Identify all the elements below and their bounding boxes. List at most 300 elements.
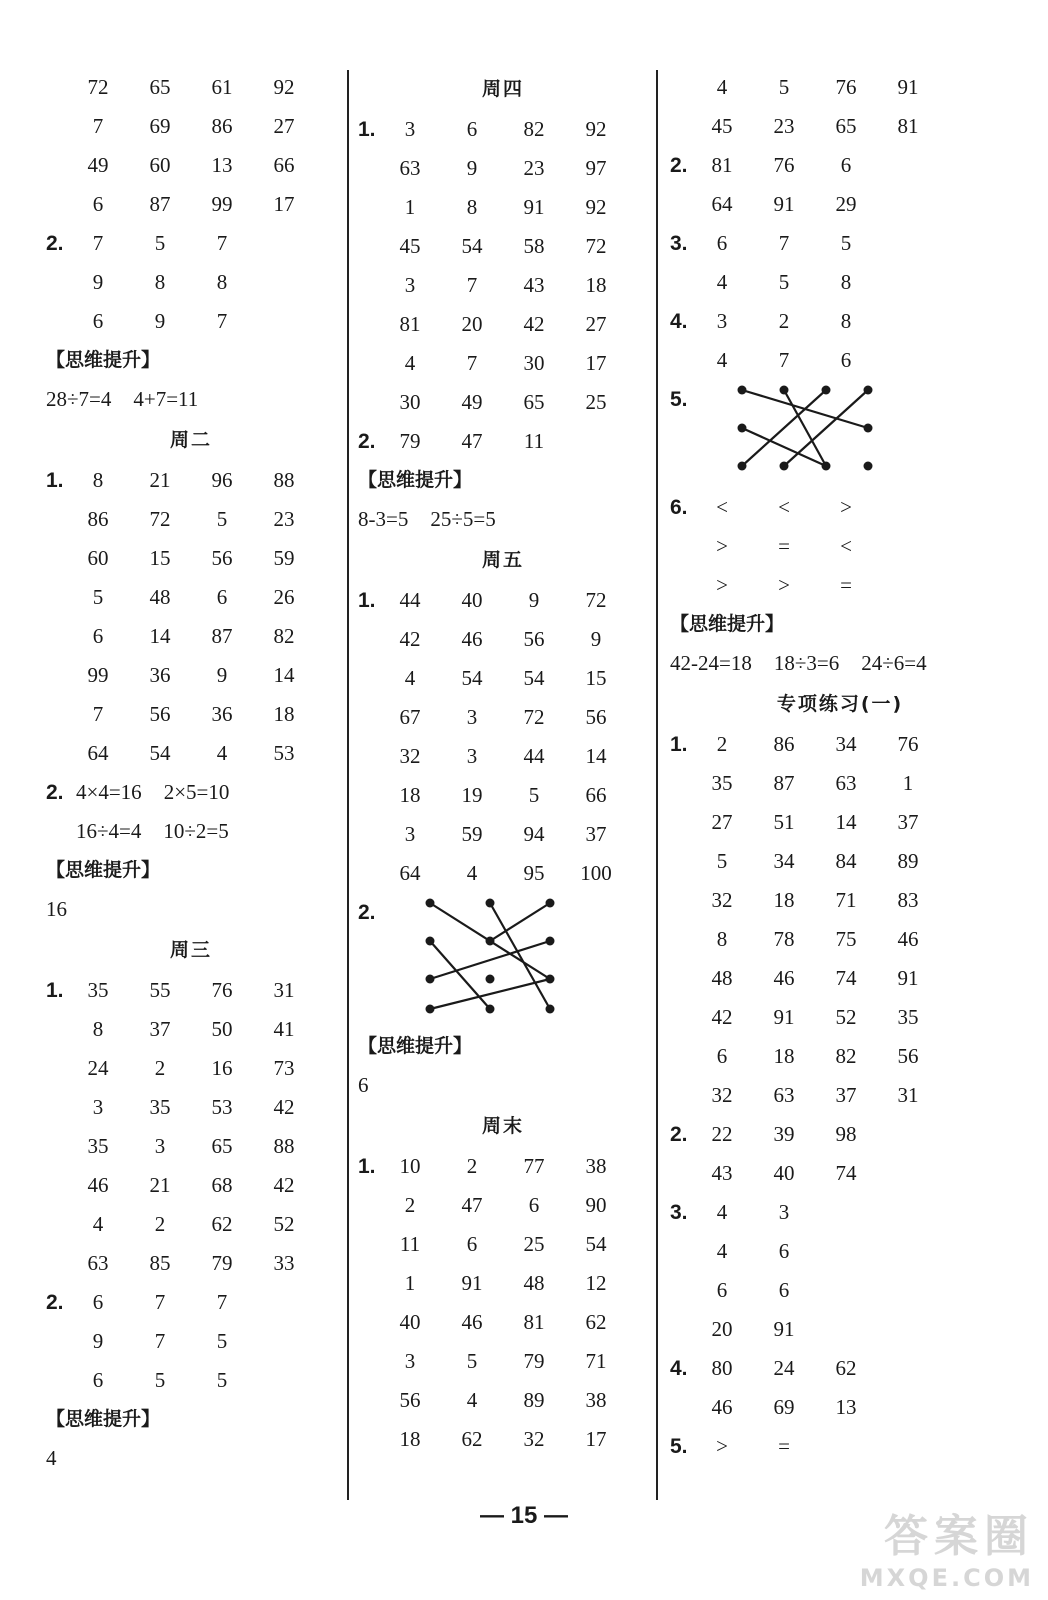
answer-cell: 100	[580, 861, 612, 885]
answer-row	[358, 266, 648, 305]
answer-cell: 53	[273, 741, 295, 765]
connecting-line	[742, 390, 826, 466]
answer-cell: 43	[523, 273, 545, 297]
connection-dot	[864, 424, 873, 433]
connection-dot	[486, 899, 495, 908]
equation: 28÷7=4	[46, 387, 112, 411]
answer-row	[46, 107, 336, 146]
connect-lines-diagram	[732, 384, 882, 484]
thinking-boost-label: 【思维提升】	[358, 1035, 473, 1057]
answer-cell: =	[778, 534, 790, 558]
connection-dot	[864, 386, 873, 395]
question-number-label: 5.	[670, 388, 688, 411]
equation-line	[46, 1439, 336, 1478]
answer-row	[670, 1349, 1010, 1388]
answer-column-3	[670, 68, 1010, 1466]
answer-cell: 81	[711, 153, 733, 177]
question-number	[46, 1283, 64, 1322]
equation-line	[358, 500, 648, 539]
answer-cell: 40	[399, 1310, 421, 1334]
answer-cell: 14	[149, 624, 171, 648]
answer-cell: 14	[835, 810, 857, 834]
question-number	[670, 1115, 688, 1154]
answer-cell: 4	[466, 861, 478, 885]
answer-cell: 54	[461, 234, 483, 258]
answer-cell: 27	[585, 312, 607, 336]
section-heading: 周五	[481, 549, 524, 571]
answer-row	[670, 1154, 1010, 1193]
answer-cell: 3	[92, 1095, 104, 1119]
equation: 8-3=5	[358, 507, 409, 531]
equation: 18÷3=6	[773, 651, 840, 675]
question-number-label: 2.	[670, 154, 688, 177]
answer-cell: 54	[585, 1232, 607, 1256]
answer-row	[358, 1147, 648, 1186]
question-number-label: 1.	[358, 589, 376, 612]
answer-cell: 21	[149, 468, 171, 492]
question-number-label: 2.	[358, 430, 376, 453]
answer-cell: 3	[778, 1200, 790, 1224]
answer-cell: 12	[585, 1271, 607, 1295]
question-number	[670, 146, 688, 185]
answer-cell: 10	[399, 1154, 421, 1178]
answer-cell: 82	[273, 624, 295, 648]
answer-cell: 48	[711, 966, 733, 990]
equation: 42-24=18	[670, 651, 752, 675]
answer-cell: 30	[399, 390, 421, 414]
answer-cell: 4	[466, 1388, 478, 1412]
answer-cell: 2	[466, 1154, 478, 1178]
connection-dot	[546, 1005, 555, 1014]
answer-cell: 18	[773, 1044, 795, 1068]
answer-cell: 42	[273, 1095, 295, 1119]
question-number	[358, 893, 376, 932]
answer-cell: 88	[273, 468, 295, 492]
answer-cell: 71	[835, 888, 857, 912]
answer-cell: 95	[523, 861, 545, 885]
answer-cell: 63	[835, 771, 857, 795]
answer-row	[46, 1283, 336, 1322]
answer-row	[670, 1310, 1010, 1349]
answer-cell: <	[840, 534, 852, 558]
answer-row	[670, 527, 1010, 566]
answer-row	[46, 500, 336, 539]
answer-cell: 92	[273, 75, 295, 99]
question-number-label: 6.	[670, 496, 688, 519]
answer-cell: 53	[211, 1095, 233, 1119]
answer-cell: 5	[778, 75, 790, 99]
answer-cell: 3	[404, 1349, 416, 1373]
answer-cell: 25	[585, 390, 607, 414]
answer-cell: 46	[897, 927, 919, 951]
question-number: 2.	[46, 781, 64, 804]
answer-row	[46, 263, 336, 302]
answer-cell: 54	[149, 741, 171, 765]
question-number-label: 5.	[670, 1435, 688, 1458]
answer-cell: 79	[523, 1349, 545, 1373]
answer-row	[358, 581, 648, 620]
column-divider	[347, 70, 349, 1500]
answer-cell: 2	[778, 309, 790, 333]
answer-cell: 35	[149, 1095, 171, 1119]
answer-cell: 87	[149, 192, 171, 216]
answer-cell: 52	[273, 1212, 295, 1236]
answer-row	[46, 734, 336, 773]
question-number-label: 1.	[358, 1155, 376, 1178]
answer-cell: 61	[211, 75, 233, 99]
answer-cell: 4	[716, 270, 728, 294]
answer-row	[670, 1115, 1010, 1154]
answer-row	[670, 725, 1010, 764]
answer-cell: 84	[835, 849, 857, 873]
answer-row	[358, 227, 648, 266]
answer-cell: 30	[523, 351, 545, 375]
answer-column-1	[46, 68, 336, 1478]
answer-row	[46, 461, 336, 500]
section-heading: 专项练习(一)	[776, 693, 904, 715]
question-number	[358, 422, 376, 461]
answer-cell: 23	[773, 114, 795, 138]
answer-cell: 24	[87, 1056, 109, 1080]
answer-cell: 91	[773, 192, 795, 216]
answer-cell: 9	[466, 156, 478, 180]
answer-row	[670, 959, 1010, 998]
answer-cell: 37	[149, 1017, 171, 1041]
answer-cell: 37	[585, 822, 607, 846]
answer-cell: 3	[716, 309, 728, 333]
answer-cell: 68	[211, 1173, 233, 1197]
answer-cell: 56	[897, 1044, 919, 1068]
answer-cell: 9	[92, 1329, 104, 1353]
answer-cell: 86	[87, 507, 109, 531]
answer-cell: 14	[273, 663, 295, 687]
answer-cell: 40	[773, 1161, 795, 1185]
answer-cell: 4	[716, 1239, 728, 1263]
equation: 16	[46, 897, 67, 921]
answer-cell: 73	[273, 1056, 295, 1080]
answer-row	[670, 1193, 1010, 1232]
answer-cell: 64	[87, 741, 109, 765]
answer-cell: 78	[773, 927, 795, 951]
answer-cell: 46	[711, 1395, 733, 1419]
answer-cell: 56	[211, 546, 233, 570]
answer-cell: 47	[461, 429, 483, 453]
answer-cell: 9	[154, 309, 166, 333]
answer-row	[46, 1244, 336, 1283]
answer-cell: 1	[902, 771, 914, 795]
answer-cell: 17	[273, 192, 295, 216]
answer-row	[670, 998, 1010, 1037]
answer-cell: 81	[523, 1310, 545, 1334]
answer-cell: 76	[211, 978, 233, 1002]
answer-row	[670, 1232, 1010, 1271]
answer-cell: 51	[773, 810, 795, 834]
equation-line	[46, 773, 336, 812]
equation: 24÷6=4	[861, 651, 927, 675]
answer-cell: 42	[273, 1173, 295, 1197]
answer-row	[670, 1037, 1010, 1076]
question-number	[670, 380, 688, 419]
answer-cell: 96	[211, 468, 233, 492]
answer-cell: 13	[835, 1395, 857, 1419]
answer-row	[358, 659, 648, 698]
answer-row	[358, 110, 648, 149]
answer-cell: 98	[835, 1122, 857, 1146]
answer-cell: 5	[466, 1349, 478, 1373]
question-number	[670, 224, 688, 263]
answer-row	[670, 488, 1010, 527]
answer-cell: 6	[466, 1232, 478, 1256]
answer-cell: 34	[773, 849, 795, 873]
connecting-line	[784, 390, 868, 466]
answer-cell: 62	[585, 1310, 607, 1334]
answer-cell: 2	[716, 732, 728, 756]
thinking-boost-label: 【思维提升】	[358, 469, 473, 491]
answer-cell: 18	[585, 273, 607, 297]
answer-cell: >	[716, 534, 728, 558]
answer-cell: 16	[211, 1056, 233, 1080]
answer-cell: 42	[523, 312, 545, 336]
connection-dot	[426, 937, 435, 946]
connection-dot	[546, 937, 555, 946]
answer-cell: 26	[273, 585, 295, 609]
answer-row	[670, 1076, 1010, 1115]
answer-cell: 6	[216, 585, 228, 609]
answer-row	[358, 149, 648, 188]
answer-cell: 5	[778, 270, 790, 294]
answer-cell: 35	[87, 1134, 109, 1158]
answer-cell: 27	[273, 114, 295, 138]
question-number-label: 1.	[670, 733, 688, 756]
answer-row	[358, 1381, 648, 1420]
answer-column-2	[358, 68, 648, 1459]
answer-cell: 18	[399, 1427, 421, 1451]
answer-cell: 7	[216, 1290, 228, 1314]
answer-cell: 4	[404, 351, 416, 375]
answer-row	[358, 1186, 648, 1225]
question-number-label: 4.	[670, 1357, 688, 1380]
equation: 4×4=16	[76, 780, 142, 804]
question-number	[358, 1147, 376, 1186]
answer-row	[46, 1205, 336, 1244]
answer-cell: 69	[149, 114, 171, 138]
question-number	[358, 581, 376, 620]
answer-cell: 46	[461, 1310, 483, 1334]
answer-cell: 63	[87, 1251, 109, 1275]
answer-cell: 99	[211, 192, 233, 216]
answer-cell: 6	[528, 1193, 540, 1217]
answer-cell: 9	[590, 627, 602, 651]
question-number	[670, 1193, 688, 1232]
answer-cell: 47	[461, 1193, 483, 1217]
answer-cell: 7	[92, 114, 104, 138]
answer-cell: 5	[154, 1368, 166, 1392]
answer-cell: <	[778, 495, 790, 519]
answer-row	[358, 383, 648, 422]
answer-row	[358, 1225, 648, 1264]
equation: 2×5=10	[163, 780, 230, 804]
answer-cell: 5	[216, 1368, 228, 1392]
thinking-boost-label: 【思维提升】	[46, 859, 161, 881]
answer-cell: 49	[87, 153, 109, 177]
answer-row	[358, 698, 648, 737]
equation: 4+7=11	[133, 387, 199, 411]
question-number-label: 4.	[670, 310, 688, 333]
answer-cell: 23	[523, 156, 545, 180]
answer-row	[358, 422, 648, 461]
answer-row	[358, 1303, 648, 1342]
question-number-label: 2.	[46, 1291, 64, 1314]
answer-cell: 40	[461, 588, 483, 612]
answer-cell: 5	[92, 585, 104, 609]
answer-cell: 6	[92, 1290, 104, 1314]
answer-row	[46, 1088, 336, 1127]
answer-cell: 63	[773, 1083, 795, 1107]
answer-row	[670, 1427, 1010, 1466]
watermark	[860, 1500, 1034, 1592]
question-number-label: 1.	[358, 118, 376, 141]
question-number	[46, 971, 64, 1010]
answer-row	[670, 107, 1010, 146]
thinking-boost-label: 【思维提升】	[46, 1408, 161, 1430]
answer-cell: 91	[773, 1005, 795, 1029]
answer-cell: 7	[154, 1290, 166, 1314]
connection-dot	[486, 1005, 495, 1014]
question-number	[670, 725, 688, 764]
answer-cell: 72	[585, 234, 607, 258]
answer-cell: 81	[897, 114, 919, 138]
answer-row	[358, 620, 648, 659]
answer-row	[670, 263, 1010, 302]
answer-cell: 6	[92, 309, 104, 333]
question-number	[670, 302, 688, 341]
answer-cell: 59	[273, 546, 295, 570]
answer-cell: 62	[461, 1427, 483, 1451]
answer-cell: 17	[585, 351, 607, 375]
question-number-label: 2.	[670, 1123, 688, 1146]
answer-row	[46, 185, 336, 224]
matching-figure	[358, 893, 648, 1027]
answer-cell: >	[778, 573, 790, 597]
answer-cell: 88	[273, 1134, 295, 1158]
answer-cell: >	[716, 1434, 728, 1458]
answer-row	[46, 971, 336, 1010]
answer-row	[46, 302, 336, 341]
answer-cell: 14	[585, 744, 607, 768]
answer-cell: 63	[399, 156, 421, 180]
answer-cell: 54	[461, 666, 483, 690]
answer-cell: 6	[466, 117, 478, 141]
answer-cell: 6	[716, 1278, 728, 1302]
matching-figure	[670, 380, 1010, 488]
question-number	[46, 224, 64, 263]
answer-cell: 91	[897, 75, 919, 99]
answer-cell: 82	[523, 117, 545, 141]
answer-cell: 79	[211, 1251, 233, 1275]
section-heading: 周二	[169, 429, 212, 451]
connection-dot	[486, 937, 495, 946]
watermark-url: MXQE.COM	[859, 1564, 1034, 1592]
answer-row	[358, 344, 648, 383]
connection-dot	[780, 386, 789, 395]
answer-cell: 45	[711, 114, 733, 138]
answer-cell: 8	[466, 195, 478, 219]
answer-cell: 90	[585, 1193, 607, 1217]
question-number-label: 3.	[670, 232, 688, 255]
answer-cell: >	[716, 573, 728, 597]
answer-cell: 67	[399, 705, 421, 729]
answer-cell: 32	[711, 1083, 733, 1107]
answer-row	[670, 185, 1010, 224]
answer-cell: 92	[585, 195, 607, 219]
answer-cell: 91	[461, 1271, 483, 1295]
answer-cell: 46	[87, 1173, 109, 1197]
answer-cell: 39	[773, 1122, 795, 1146]
answer-cell: 9	[528, 588, 540, 612]
connection-dot	[426, 975, 435, 984]
answer-cell: 8	[154, 270, 166, 294]
answer-cell: 7	[466, 273, 478, 297]
answer-cell: 55	[149, 978, 171, 1002]
answer-cell: 60	[87, 546, 109, 570]
answer-cell: 11	[523, 429, 545, 453]
answer-cell: 76	[835, 75, 857, 99]
connection-dot	[738, 424, 747, 433]
answer-cell: 4	[716, 348, 728, 372]
answer-cell: 37	[835, 1083, 857, 1107]
answer-cell: 65	[149, 75, 171, 99]
equation: 16÷4=4	[76, 819, 142, 843]
answer-cell: 58	[523, 234, 545, 258]
answer-row	[46, 1361, 336, 1400]
answer-cell: 49	[461, 390, 483, 414]
answer-cell: 59	[461, 822, 483, 846]
answer-cell: 7	[154, 1329, 166, 1353]
answer-cell: 66	[585, 783, 607, 807]
answer-cell: 8	[92, 468, 104, 492]
answer-cell: 9	[92, 270, 104, 294]
answer-row	[46, 617, 336, 656]
answer-cell: 18	[773, 888, 795, 912]
answer-cell: 6	[716, 1044, 728, 1068]
equation: 4	[46, 1446, 57, 1470]
answer-cell: 35	[897, 1005, 919, 1029]
answer-cell: 15	[149, 546, 171, 570]
answer-cell: 62	[211, 1212, 233, 1236]
answer-cell: =	[778, 1434, 790, 1458]
answer-cell: <	[716, 495, 728, 519]
answer-cell: 76	[773, 153, 795, 177]
answer-cell: 82	[835, 1044, 857, 1068]
answer-cell: 52	[835, 1005, 857, 1029]
answer-cell: 5	[216, 1329, 228, 1353]
equation-line	[46, 890, 336, 929]
answer-cell: 38	[585, 1154, 607, 1178]
answer-cell: 89	[523, 1388, 545, 1412]
answer-cell: 13	[211, 153, 233, 177]
connect-lines-diagram	[420, 897, 570, 1023]
answer-cell: 18	[273, 702, 295, 726]
answer-cell: 77	[523, 1154, 545, 1178]
equation-line	[670, 644, 1010, 683]
answer-cell: 29	[835, 192, 857, 216]
answer-cell: 34	[835, 732, 857, 756]
answer-cell: 3	[404, 273, 416, 297]
answer-cell: 69	[773, 1395, 795, 1419]
question-number-label: 1.	[46, 469, 64, 492]
answer-cell: 32	[523, 1427, 545, 1451]
answer-cell: 48	[523, 1271, 545, 1295]
